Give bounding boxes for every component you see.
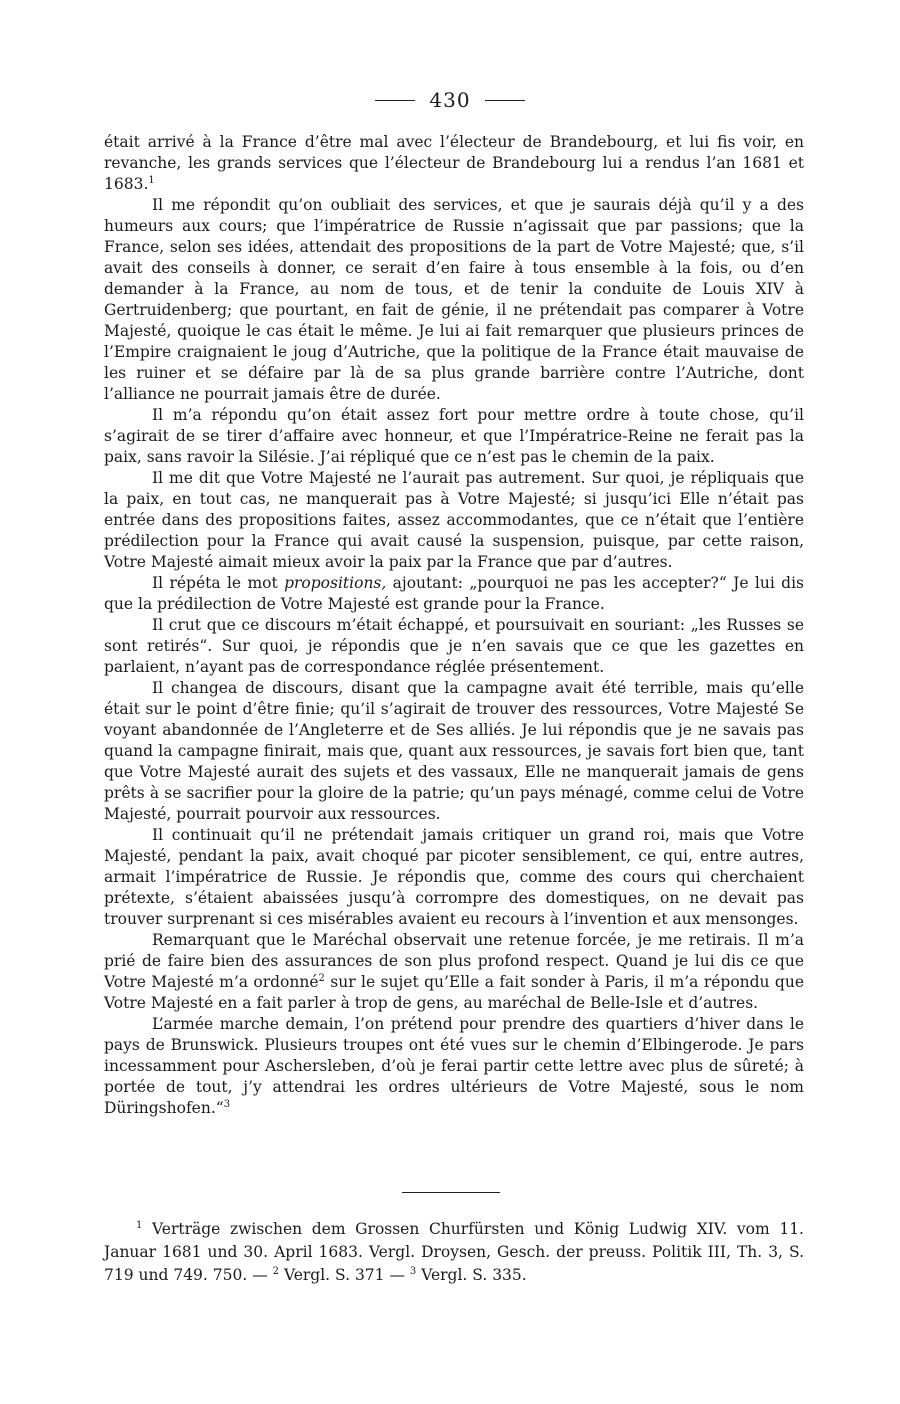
paragraph-3: Il m’a répondu qu’on était assez fort pour mettre ordre à toute chose, qu’il s’agirait de se tirer d’affaire avec honneur, et que l’Impératrice-Reine ne ferait pas la paix, sans ravoir la Silésie. J’ai répliqué que ce n’est pas le chemin de la paix. [104,406,804,466]
paragraph-text: L’armée marche demain, l’on prétend pour prendre des quartiers d’hiver dans le pays de Brunswick. Plusieurs troupes ont été vues sur le chemin d’Elbingerode. Je pars incessamment pour Aschersleben, d’où je ferai partir cette lettre avec plus de sûreté; à portée de tout, j’y attendrai les ordres ultérieurs de Votre Majesté, sous le nom Düringshofen.“ [104,1015,804,1117]
footnote-ref-2: 2 [318,972,325,984]
paragraph-7: Il changea de discours, disant que la campagne avait été terrible, mais qu’elle était sur le point d’être finie; qu’il s’agirait de trouver des ressources, Votre Majesté Se voyant abandonnée de l’Angleterre et de Ses alliés. Je lui répondis que je ne savais pas quand la campagne finirait, mais que, quant aux ressources, je savais fort bien que, tant que Votre Majesté aurait des sujets et des vassaux, Elle ne manquerait jamais de gens prêts à se sacrifier pour la gloire de la patrie; qu’un pays ménagé, comme celui de Votre Majesté, pourrait pourvoir aux ressources. [104,679,804,823]
paragraph-text: ajoutant: „pourquoi ne pas les accepter?“ Je lui dis que la prédilection de Votre Majesté est grande pour la France. [104,574,804,613]
paragraph-5 [104,573,804,615]
footnote-1 [104,1218,804,1287]
footnote-text: Vergl. S. 371 — [279,1266,410,1284]
paragraph-text: sur le sujet qu’Elle a fait sonder à Paris, il m’a répondu que Votre Majesté en a fait parler à trop de gens, au maréchal de Belle-Isle et d’autres. [104,973,805,1012]
footnote-ref-1: 1 [148,174,155,186]
paragraph-9 [104,930,804,1014]
page-number: 430 [429,88,471,112]
paragraph-10 [104,1014,804,1119]
paragraph-text: Il répéta le mot [152,574,285,592]
header-rule-left [375,100,415,101]
body-text [104,132,804,1119]
footnote-mark-3: 3 [409,1265,417,1277]
paragraph-2: Il me répondit qu’on oubliait des services, et que je saurais déjà qu’il y a des humeurs aux cours; que l’impératrice de Russie n’agissait que par passions; que la France, selon ses idées, attendait des propositions de la part de Votre Majesté; que, s’il avait des conseils à donner, ce serait d’en faire à tous ensemble à la fois, ou d’en demander à la France, au nom de tous, et de tenir la conduite de Louis XIV à Gertruidenberg; que pourtant, en fait de génie, il ne prétendait pas comparer à Votre Majesté, quoique le cas était le même. Je lui ai fait remarquer que plusieurs princes de l’Empire craignaient le joug d’Autriche, que la politique de la France était mauvaise de les ruiner et se défaire par là de sa plus grande barrière contre l’Autriche, dont l’alliance ne pourrait jamais être de durée. [104,196,804,403]
footnote-text: Vergl. S. 335. [416,1266,527,1284]
footnote-ref-3: 3 [223,1098,231,1110]
footnote-separator [402,1192,500,1193]
paragraph-8: Il continuait qu’il ne prétendait jamais critiquer un grand roi, mais que Votre Majesté, pendant la paix, avait choqué par picoter sensiblement, ce qui, entre autres, armait l’impératrice de Russie. Je répondis que, comme des cours qui cherchaient prétexte, s’étaient abaissées jusqu’à corrompre des domestiques, on ne devait pas trouver surprenant si ces misérables avaient eu recours à l’invention et aux mensonges. [104,826,804,928]
paragraph-4: Il me dit que Votre Majesté ne l’aurait pas autrement. Sur quoi, je répliquais que la paix, en tout cas, ne manquerait pas à Votre Majesté; si jusqu’ici Elle n’était pas entrée dans des propositions faites, assez accommodantes, que ce n’était que l’entière prédilection pour la France qui avait causé la suspension, puisque, par cette raison, Votre Majesté aimait mieux avoir la paix par la France que par d’autres. [104,469,804,571]
paragraph-text: Remarquant que le Maréchal observait une retenue forcée, je me retirais. Il m’a prié de faire bien des assurances de son plus profond respect. Quand je lui dis ce que Votre Majesté m’a ordonné [104,931,804,991]
footnote-text: Verträge zwischen dem Grossen Churfürsten und König Ludwig XIV. vom 11. Januar 1681 und 30. April 1683. Vergl. Droysen, Gesch. der preuss. Politik III, Th. 3, S. 719 und 749. 750. — [104,1220,804,1284]
emphasized-word: propositions, [284,574,387,592]
paragraph-text: était arrivé à la France d’être mal avec l’électeur de Brandebourg, et lui fis voir, en revanche, les grands services que l’électeur de Brandebourg lui a rendus l’an 1681 et 1683. [104,133,804,193]
footnotes [104,1218,804,1287]
page-header [0,88,900,112]
footnote-mark-1: 1 [136,1219,143,1231]
paragraph-6: Il crut que ce discours m’était échappé, et poursuivait en souriant: „les Russes se sont retirés“. Sur quoi, je répondis que je n’en savais que ce que les gazettes en parlaient, n’ayant pas de correspondance réglée présentement. [104,616,804,676]
header-rule-right [485,100,525,101]
footnote-mark-2: 2 [272,1265,280,1277]
paragraph-1 [104,132,804,195]
